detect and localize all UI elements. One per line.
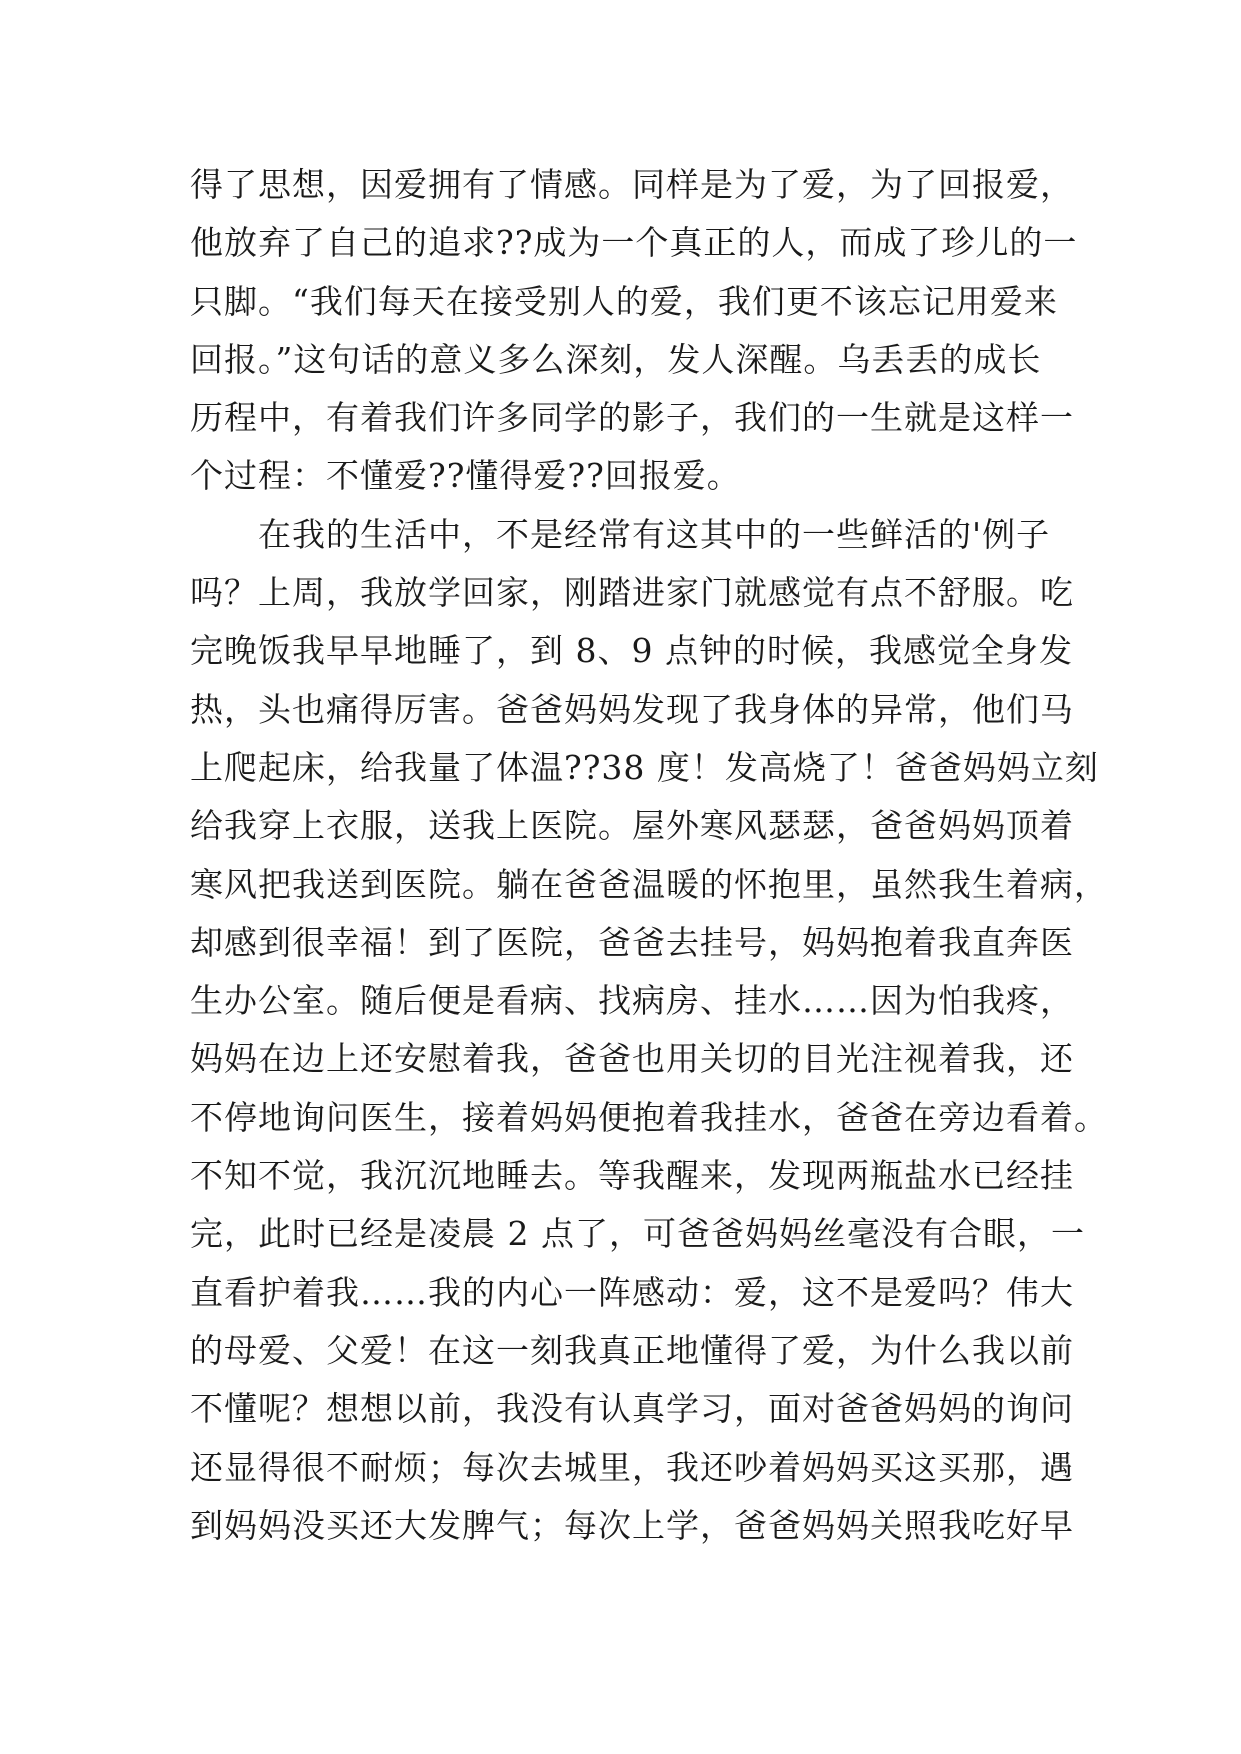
text-line: 直看护着我……我的内心一阵感动：爱，这不是爱吗？伟大 (190, 1272, 1074, 1312)
text-line: 生办公室。随后便是看病、找病房、挂水……因为怕我疼， (190, 981, 1074, 1021)
text-line: 的母爱、父爱！在这一刻我真正地懂得了爱，为什么我以前 (190, 1330, 1074, 1370)
text-line: 个过程：不懂爱??懂得爱??回报爱。 (190, 456, 741, 496)
text-line: 历程中，有着我们许多同学的影子，我们的一生就是这样一 (190, 398, 1074, 438)
text-line: 妈妈在边上还安慰着我，爸爸也用关切的目光注视着我，还 (190, 1039, 1074, 1079)
body-text (190, 156, 1108, 1555)
text-line: 到妈妈没买还大发脾气；每次上学，爸爸妈妈关照我吃好早 (190, 1505, 1074, 1545)
text-line: 热，头也痛得厉害。爸爸妈妈发现了我身体的异常，他们马 (190, 689, 1074, 729)
text-line: 他放弃了自己的追求??成为一个真正的人，而成了珍儿的一 (190, 223, 1078, 263)
text-line: 还显得很不耐烦；每次去城里，我还吵着妈妈买这买那，遇 (190, 1447, 1074, 1487)
text-line: 不知不觉，我沉沉地睡去。等我醒来，发现两瓶盐水已经挂 (190, 1156, 1074, 1196)
text-line: 不停地询问医生，接着妈妈便抱着我挂水，爸爸在旁边看着。 (190, 1097, 1108, 1137)
paragraph-1 (190, 156, 1078, 506)
text-line: 只脚。“我们每天在接受别人的爱，我们更不该忘记用爱来 (190, 281, 1058, 321)
text-line: 完晚饭我早早地睡了，到 8、9 点钟的时候，我感觉全身发 (190, 631, 1073, 671)
text-line: 上爬起床，给我量了体温??38 度！发高烧了！爸爸妈妈立刻 (190, 747, 1099, 787)
paragraph-2 (190, 506, 1108, 1555)
text-line: 不懂呢？想想以前，我没有认真学习，面对爸爸妈妈的询问 (190, 1389, 1074, 1429)
text-line: 在我的生活中，不是经常有这其中的一些鲜活的'例子 (190, 514, 1051, 554)
text-line: 给我穿上衣服，送我上医院。屋外寒风瑟瑟，爸爸妈妈顶着 (190, 806, 1074, 846)
text-line: 完，此时已经是凌晨 2 点了，可爸爸妈妈丝毫没有合眼，一 (190, 1214, 1085, 1254)
text-line: 得了思想，因爱拥有了情感。同样是为了爱，为了回报爱， (190, 165, 1074, 204)
text-line: 吗？上周，我放学回家，刚踏进家门就感觉有点不舒服。吃 (190, 573, 1074, 613)
text-line: 回报。”这句话的意义多么深刻，发人深醒。乌丢丢的成长 (190, 339, 1042, 379)
text-line: 寒风把我送到医院。躺在爸爸温暖的怀抱里，虽然我生着病， (190, 864, 1108, 904)
text-line: 却感到很幸福！到了医院，爸爸去挂号，妈妈抱着我直奔医 (190, 922, 1074, 962)
